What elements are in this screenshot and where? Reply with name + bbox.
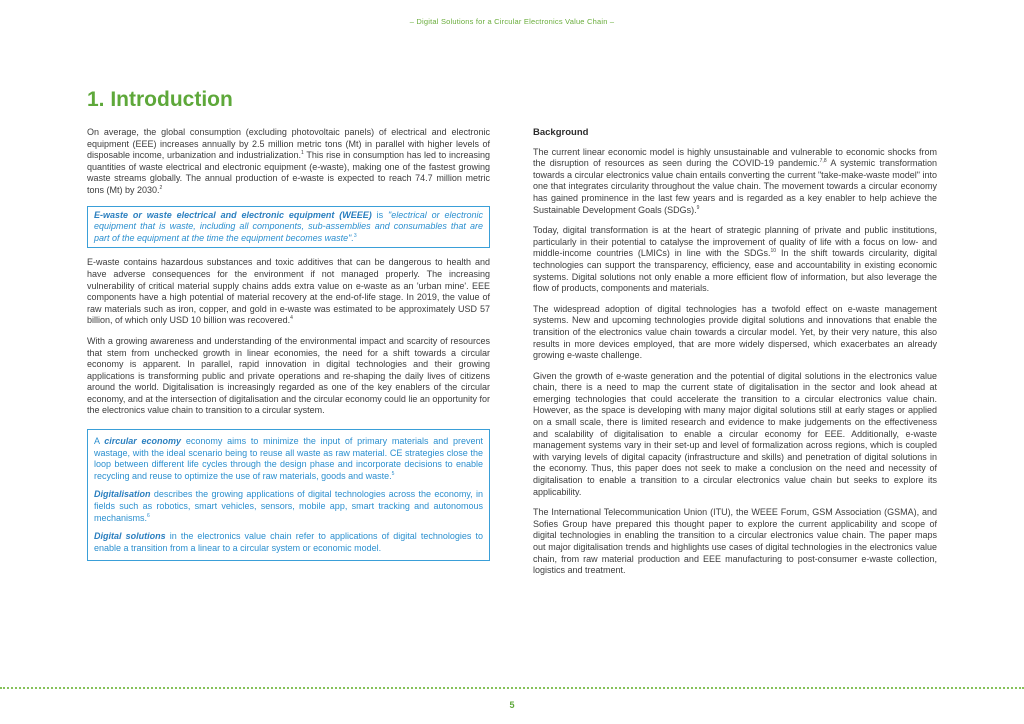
background-paragraph-1: The current linear economic model is highly unsustainable and vulnerable to economic shocks from the disruption of resources as seen during the COVID-19 pandemic.$^{7,8}$ A systemic transformation towards a circular electronics value chain entails converting the current "take-make-waste model" into one that integrates circularity throughout the value chain. The movement towards a circular economy has gained prominence in the last few years and is regarded as a key enabler to help achieve the Sustainable Development Goals (SDGs).$^9$ bbox=[533, 146, 937, 215]
background-paragraph-4: Given the growth of e-waste generation and the potential of digital solutions in the electronics value chain, there is a need to map the current state of digitalisation in the sector and look ahead at emerging technologies that could accelerate the transition to a circular electronics value chain. However, as the space is developing with many major digital solutions still at early stages or applied on a small scale, there is limited research and evidence to make judgements on the effectiveness and scalability of digitalisation to enable a circular economy for EEE. Additionally, e-waste management systems vary in their set-up and level of formalization across regions, which is coupled with varying levels of digital capacity (infrastructure and skills) and penetration of digital solutions in the economy. Thus, this paper does not seek to make a conclusion on the need and necessity of digitalisation to enable a transition to a circular electronics value chain but seeks to explore its applicability. bbox=[533, 370, 937, 497]
background-paragraph-3: The widespread adoption of digital technologies has a twofold effect on e-waste management systems. New and upcoming technologies provide digital solutions and innovations that enable the transition of the electronics value chain towards a circular model. Yet, by their very nature, this also results in more devices employed, that are more widely dispersed, which exacerbates an already growing e-waste challenge. bbox=[533, 303, 937, 361]
weee-definition-box: E-waste or waste electrical and electronic equipment (WEEE) is "electrical or electronic equipment that is waste, including all components, sub-assemblies and consumables that are part of the equipment at the time the equipment becomes waste".$^3$ bbox=[87, 206, 490, 249]
footnote-ref: 3 bbox=[353, 232, 357, 239]
definition-digital-solutions: Digital solutions in the electronics value chain refer to applications of digital technologies to enable a transition from a linear to a circular system or economic model. bbox=[94, 531, 483, 553]
section-title: 1. Introduction bbox=[87, 88, 233, 111]
intro-paragraph-1: On average, the global consumption (excluding photovoltaic panels) of electrical and electronic equipment (EEE) increases annually by 2.5 million metric tons (Mt) in parallel with higher levels of disposable income, urbanization and industrialization.$^1$ This rise in consumption has led to increasing quantities of waste electrical and electronic equipment (e-waste), making one of the fastest growing waste streams globally. The annual production of e-waste is expected to reach 74.7 million metric tons (Mt) by 2030.$^2$ bbox=[87, 127, 490, 195]
right-column bbox=[533, 127, 937, 586]
weee-term: E-waste or waste electrical and electronic equipment (WEEE) bbox=[94, 209, 372, 220]
running-header: – Digital Solutions for a Circular Electronics Value Chain – bbox=[409, 17, 615, 26]
intro-paragraph-2: E-waste contains hazardous substances and toxic additives that can be dangerous to health and have adverse consequences for the environment if not managed properly. The increasing vulnerability of critical material supply chains adds extra value on e-waste as an 'urban mine'. EEE components have a high potential of material recovery at the end-of-life stage. In 2019, the value of raw materials such as iron, copper, and gold in e-waste was estimated to be approximately USD 57 billion, of which only USD 10 billion was recovered.$^4$ bbox=[87, 257, 490, 326]
left-column bbox=[87, 127, 490, 571]
background-heading: Background bbox=[533, 127, 589, 138]
intro-paragraph-3: With a growing awareness and understanding of the environmental impact and scarcity of resources that stem from unchecked growth in linear economies, the need for a shift towards a circular economy is apparent. In parallel, rapid innovation in digital technologies and their growing applications is transforming public and private operations and re-shaping the daily lives of citizens around the world. Digitalisation is increasingly regarded as one of the key enablers of the circular economy, and at the intersection of digitalisation and the circular economy could lie an opportunity for the electronics value chain to transition to a circular system. bbox=[87, 335, 490, 416]
footnote-ref: 4 bbox=[290, 315, 293, 322]
background-paragraph-5: The International Telecommunication Union (ITU), the WEEE Forum, GSM Association (GSMA), and Sofies Group have prepared this thought paper to explore the current applicability and scope of digital technologies in enabling the transition to a circular electronics value chain. The paper maps out major digitalisation trends and highlights use cases of digital technologies in the electronics value chain, from raw material production and EEE manufacturing to post-consumer e-waste collection, logistics and treatment. bbox=[533, 507, 937, 576]
footnote-ref: 2 bbox=[159, 184, 163, 191]
page-number: 5 bbox=[509, 700, 515, 710]
background-paragraph-2: Today, digital transformation is at the heart of strategic planning of private and public institutions, particularly in their potential to catalyse the improvement of quality of life with a focus on low- and middle-income countries (LMICs) in line with the SDGs.$^{10}$ In the shift towards circularity, digital technologies can support the transparency, efficiency, ease and accountability in existing economic systems. Digital solutions not only enable a more efficient flow of information, but also leverage the flow of products, components and materials. bbox=[533, 225, 938, 294]
definition-circular-economy: A circular economy economy aims to minimize the input of primary materials and prevent wastage, with the ideal scenario being to reuse all waste as raw material. CE strategies close the loop between different life cycles through the design phase and incorporate decisions to enable recycling and reuse to optimize the use of raw materials, goods and waste.$^5$ bbox=[94, 436, 483, 481]
footnote-ref: 5 bbox=[391, 470, 395, 477]
definition-digitalisation: Digitalisation describes the growing applications of digital technologies across the economy, in fields such as robotics, smart vehicles, sensors, mobile app, smart tracking and autonomous mechanisms.$^6$ bbox=[94, 489, 483, 523]
footer-dotted-rule bbox=[0, 687, 1024, 689]
footnote-ref: 1 bbox=[301, 150, 304, 157]
weee-definition: "electrical or electronic equipment that is waste, including all components, sub-assemblies and consumables that are part of the equipment at the time the equipment becomes waste". bbox=[94, 209, 483, 243]
footnote-ref: 10 bbox=[770, 248, 777, 255]
footnote-ref: 6 bbox=[147, 512, 150, 519]
footnote-ref: 9 bbox=[696, 204, 700, 211]
footnote-ref: 7,8 bbox=[819, 158, 827, 165]
definitions-box bbox=[87, 429, 490, 561]
